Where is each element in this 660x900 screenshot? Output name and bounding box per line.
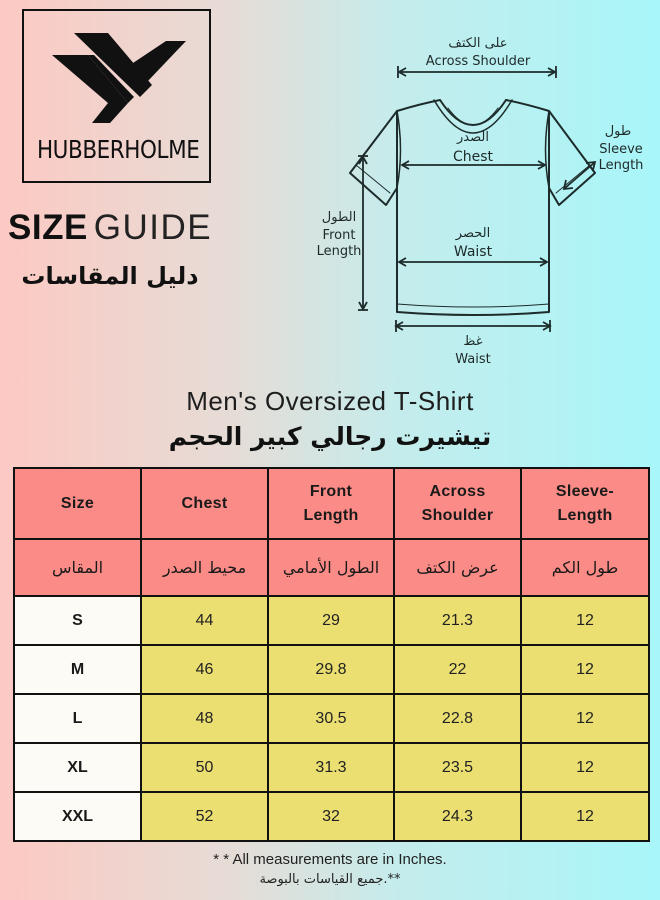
header-size-ar: المقاس bbox=[14, 539, 141, 596]
sleeve-label-ar: طول bbox=[604, 124, 632, 139]
sleeve-length-cell: 12 bbox=[521, 694, 649, 743]
size-cell: XXL bbox=[14, 792, 141, 841]
size-chart-table bbox=[13, 467, 650, 842]
measurement-note-ar: جميع القياسات بالبوصة.** bbox=[259, 872, 401, 887]
chest-label-en: Chest bbox=[452, 149, 494, 165]
header-front-length-ar: الطول الأمامي bbox=[268, 539, 394, 596]
size-cell: M bbox=[14, 645, 141, 694]
header-sleeve-length-ar: طول الكم bbox=[521, 539, 649, 596]
waist-bottom-label-en: Waist bbox=[455, 352, 491, 367]
table-header-row-ar bbox=[14, 539, 649, 596]
across-shoulder-cell: 22 bbox=[394, 645, 521, 694]
front-label-en-2: Length bbox=[316, 244, 362, 259]
waist-mid-label-ar: الحصر bbox=[455, 226, 491, 241]
shoulder-label-ar: على الكتف bbox=[448, 36, 508, 51]
bird-chevron-logo-icon bbox=[48, 25, 188, 125]
brand-logo bbox=[22, 9, 211, 183]
product-title-ar: تيشيرت رجالي كبير الحجم bbox=[168, 422, 492, 451]
across-shoulder-cell: 21.3 bbox=[394, 596, 521, 645]
across-shoulder-cell: 24.3 bbox=[394, 792, 521, 841]
product-title-en: Men's Oversized T-Shirt bbox=[186, 386, 474, 416]
header-chest-ar: محيط الصدر bbox=[141, 539, 268, 596]
table-row bbox=[14, 596, 649, 645]
table-row bbox=[14, 694, 649, 743]
header-size: Size bbox=[14, 468, 141, 539]
front-length-cell: 32 bbox=[268, 792, 394, 841]
across-shoulder-cell: 22.8 bbox=[394, 694, 521, 743]
table-row bbox=[14, 743, 649, 792]
chest-cell: 44 bbox=[141, 596, 268, 645]
sleeve-length-cell: 12 bbox=[521, 792, 649, 841]
header-chest: Chest bbox=[141, 468, 268, 539]
chest-label-ar: الصدر bbox=[457, 130, 489, 145]
header-front-length: Front Length bbox=[268, 468, 394, 539]
size-guide-arabic: دليل المقاسات bbox=[21, 262, 199, 290]
header-sleeve-length: Sleeve- Length bbox=[521, 468, 649, 539]
size-cell: S bbox=[14, 596, 141, 645]
sleeve-label-en-1: Sleeve bbox=[599, 142, 643, 157]
front-length-cell: 31.3 bbox=[268, 743, 394, 792]
sleeve-length-cell: 12 bbox=[521, 645, 649, 694]
size-cell: L bbox=[14, 694, 141, 743]
waist-bottom-label-ar: غظ bbox=[463, 334, 483, 349]
table-row bbox=[14, 645, 649, 694]
tshirt-measurement-diagram bbox=[300, 20, 660, 380]
size-guide-light: GUIDE bbox=[93, 208, 213, 247]
tshirt-outline-icon bbox=[300, 20, 660, 380]
front-label-ar: الطول bbox=[321, 210, 357, 225]
size-cell: XL bbox=[14, 743, 141, 792]
across-shoulder-cell: 23.5 bbox=[394, 743, 521, 792]
sleeve-label-en-2: Length bbox=[598, 158, 644, 173]
chest-cell: 46 bbox=[141, 645, 268, 694]
chest-cell: 48 bbox=[141, 694, 268, 743]
sleeve-length-cell: 12 bbox=[521, 743, 649, 792]
front-label-en-1: Front bbox=[322, 228, 356, 243]
brand-name: HUBBERHOLME bbox=[36, 135, 200, 164]
chest-cell: 50 bbox=[141, 743, 268, 792]
shoulder-label-en: Across Shoulder bbox=[425, 54, 531, 69]
header-across-shoulder-ar: عرض الكتف bbox=[394, 539, 521, 596]
measurement-note-en: * * All measurements are in Inches. bbox=[213, 851, 447, 868]
chest-cell: 52 bbox=[141, 792, 268, 841]
sleeve-length-cell: 12 bbox=[521, 596, 649, 645]
size-guide-heading bbox=[8, 208, 212, 248]
waist-mid-label-en: Waist bbox=[453, 244, 493, 260]
table-row bbox=[14, 792, 649, 841]
table-header-row-en bbox=[14, 468, 649, 539]
front-length-cell: 30.5 bbox=[268, 694, 394, 743]
size-guide-bold: SIZE bbox=[8, 208, 88, 247]
header-across-shoulder: Across Shoulder bbox=[394, 468, 521, 539]
front-length-cell: 29 bbox=[268, 596, 394, 645]
front-length-cell: 29.8 bbox=[268, 645, 394, 694]
